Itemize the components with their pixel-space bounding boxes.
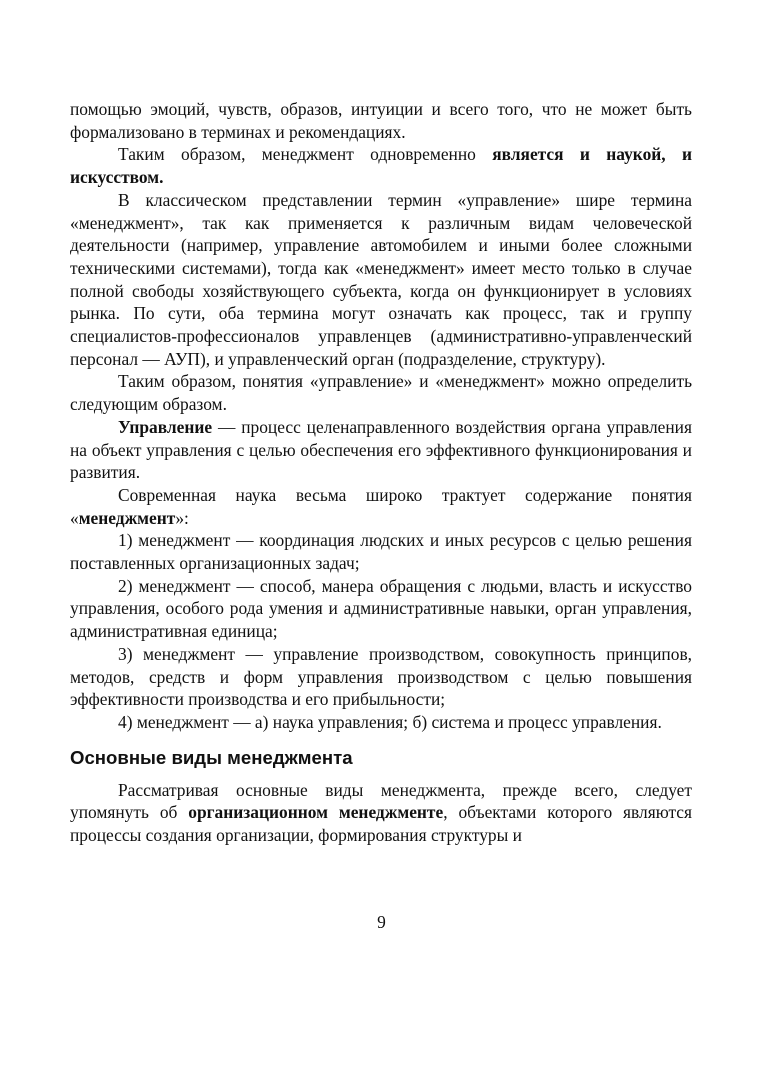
term-upravlenie: Управление (118, 416, 213, 437)
paragraph-text: Таким образом, менеджмент одновременно (118, 144, 493, 165)
page-number: 9 (377, 912, 386, 932)
section-heading: Основные виды менеджмента (70, 746, 353, 768)
paragraph-text: — процесс целенаправленного воздействия органа управления на объект управления с целью обеспечения его эффективного функционирования и развития. (70, 416, 692, 483)
paragraph-continuation: помощью эмоций, чувств, образов, интуиции и всего того, что не может быть формализовано в терминах и рекомендациях. (70, 99, 692, 142)
bold-phrase: является и наукой, и искусством. (70, 144, 692, 188)
list-item-2: 2) менеджмент — способ, манера обращения с людьми, власть и искусство управления, особого рода умения и административные навыки, орган управления, административная единица; (70, 575, 692, 642)
paragraph-definitions-intro: Таким образом, понятия «управление» и «менеджмент» можно определить следующим образом. (70, 371, 692, 415)
paragraph-text: »: (175, 507, 189, 528)
term-menedzhment: менеджмент (78, 507, 176, 528)
page-body (70, 98, 692, 847)
paragraph-management-definition (70, 416, 692, 484)
paragraph-science-and-art (70, 143, 692, 188)
paragraph-classic-definition: В классическом представлении термин «управление» шире термина «менеджмент», так как применяется к различным видам человеческой деятельности (например, управление автомобилем и иными более сложными техническими системами), тогда как «менеджмент» имеет место только в случае полной свободы хозяйствующего субъекта, когда он функционирует в условиях рынка. По сути, оба термина могут означать как процесс, так и группу специалистов-профессионалов управленцев (административно-управленческий персонал — АУП), и управленческий орган (подразделение, структуру). (70, 189, 692, 369)
paragraph-text: , объектами которого являются процессы создания организации, формирования структуры и (70, 802, 693, 846)
paragraph-organizational-management (70, 779, 692, 847)
list-item-3: 3) менеджмент — управление производством, совокупность принципов, методов, средств и форм управления производством с целью повышения эффективности производства и его прибыльности; (70, 643, 692, 710)
term-organizational-management: организационном менеджменте (188, 802, 444, 823)
paragraph-modern-science (70, 484, 692, 529)
paragraph-text: Рассматривая основные виды менеджмента, прежде всего, следует упомянуть об (70, 779, 692, 823)
paragraph-text: Современная наука весьма широко трактует содержание понятия « (70, 484, 692, 528)
list-item-1: 1) менеджмент — координация людских и иных ресурсов с целью решения поставленных организационных задач; (70, 530, 692, 574)
list-item-4: 4) менеджмент — а) наука управления; б) система и процесс управления. (118, 711, 662, 732)
